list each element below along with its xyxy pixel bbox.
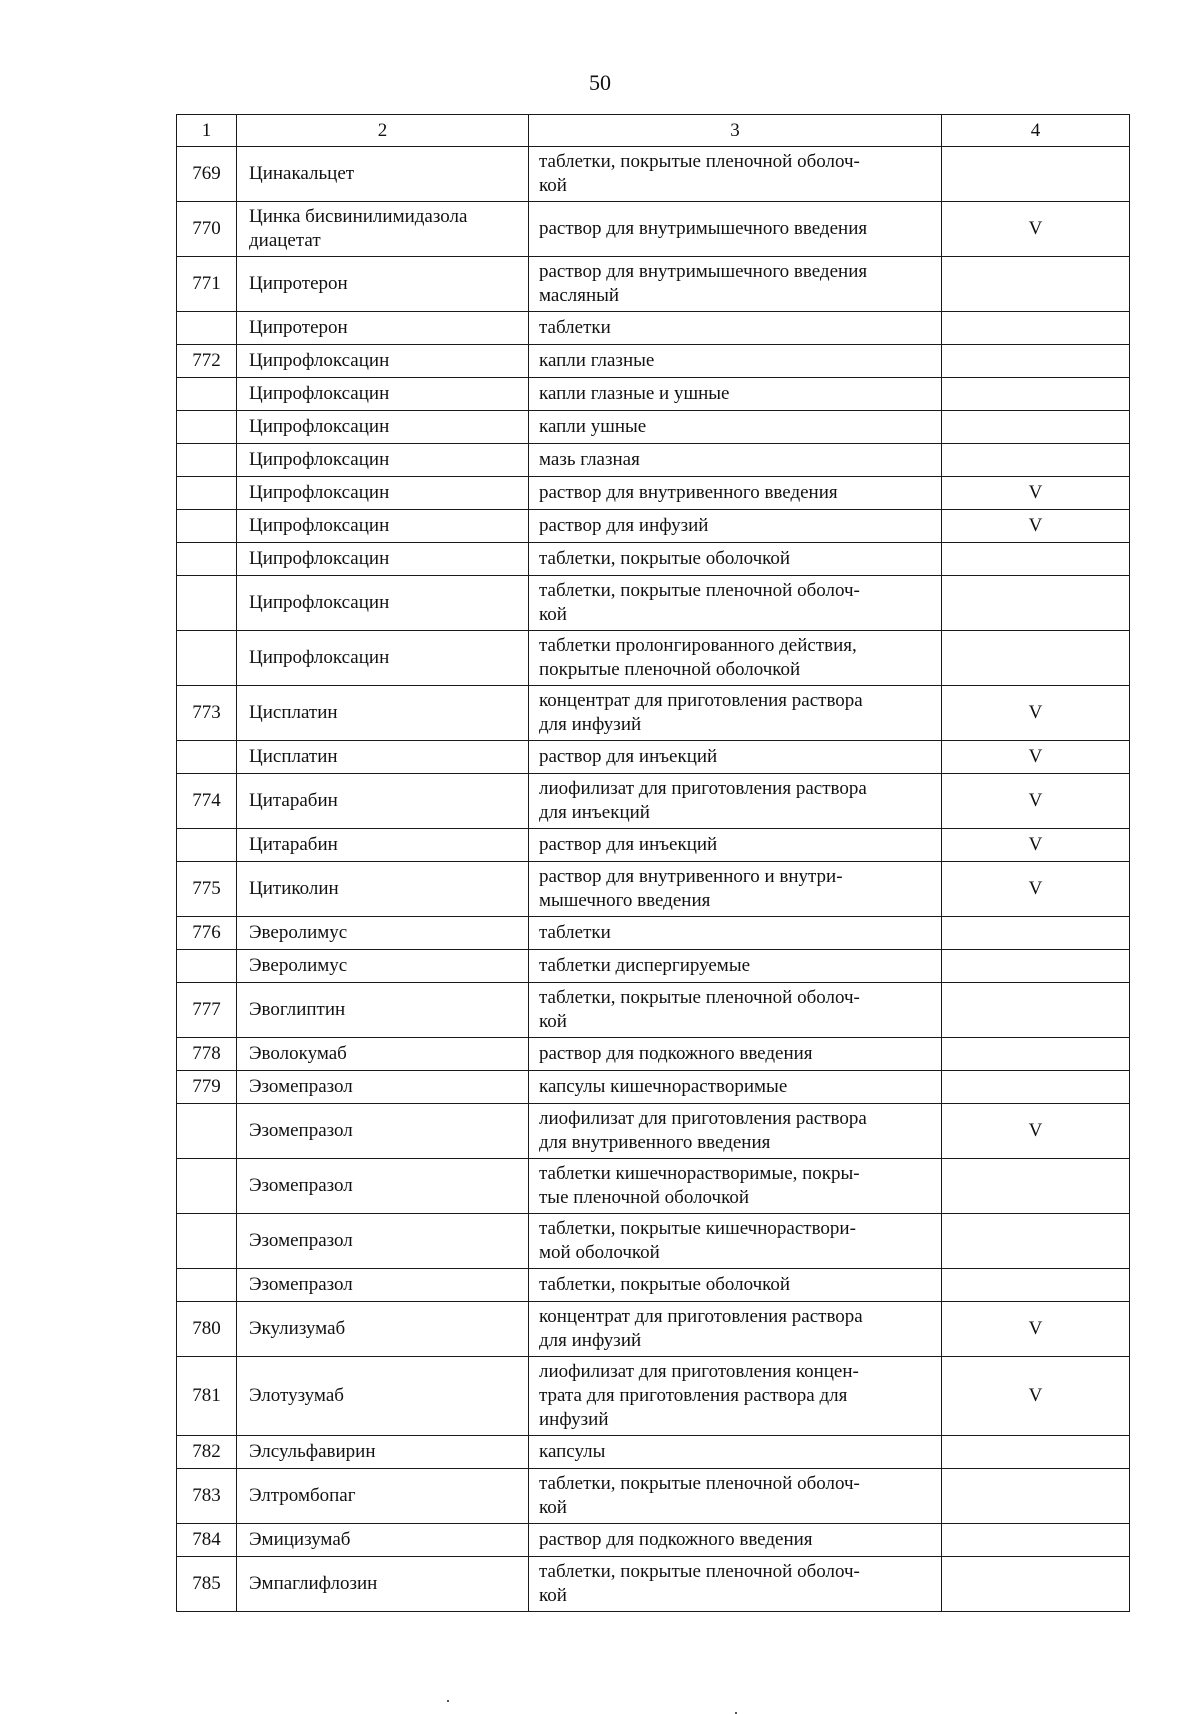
table-row [177, 1038, 1130, 1071]
drug-name-cell: Ципрофлоксацин [237, 543, 529, 576]
table-row [177, 378, 1130, 411]
dosage-form-cell: таблетки, покрытые кишечнораствори- мой оболочкой [529, 1214, 942, 1269]
row-number-cell [177, 631, 237, 686]
mark-cell [942, 917, 1130, 950]
row-number-cell [177, 510, 237, 543]
drug-name-cell: Эверолимус [237, 950, 529, 983]
dosage-form-cell: раствор для инъекций [529, 829, 942, 862]
dosage-form-cell: раствор для внутримышечного введения [529, 202, 942, 257]
mark-cell [942, 631, 1130, 686]
table-row [177, 1269, 1130, 1302]
header-col-1: 1 [177, 115, 237, 147]
mark-cell: V [942, 862, 1130, 917]
row-number-cell: 781 [177, 1357, 237, 1436]
dosage-form-cell: таблетки [529, 312, 942, 345]
mark-cell [942, 444, 1130, 477]
mark-cell [942, 1557, 1130, 1612]
drug-name-cell: Эволокумаб [237, 1038, 529, 1071]
drug-name-cell: Цисплатин [237, 741, 529, 774]
table-row [177, 312, 1130, 345]
mark-cell: V [942, 829, 1130, 862]
table-row [177, 917, 1130, 950]
drug-name-cell: Ципрофлоксацин [237, 576, 529, 631]
dosage-form-cell: концентрат для приготовления раствора для инфузий [529, 1302, 942, 1357]
table-row [177, 257, 1130, 312]
drug-name-cell: Ципрофлоксацин [237, 444, 529, 477]
row-number-cell: 770 [177, 202, 237, 257]
dosage-form-cell: капсулы кишечнорастворимые [529, 1071, 942, 1104]
table-row [177, 345, 1130, 378]
row-number-cell [177, 543, 237, 576]
table-row [177, 1469, 1130, 1524]
dosage-form-cell: раствор для внутривенного введения [529, 477, 942, 510]
table-row [177, 576, 1130, 631]
mark-cell: V [942, 202, 1130, 257]
mark-cell: V [942, 686, 1130, 741]
table-row [177, 202, 1130, 257]
table-row [177, 1557, 1130, 1612]
drug-name-cell: Эверолимус [237, 917, 529, 950]
dosage-form-cell: лиофилизат для приготовления раствора для внутривенного введения [529, 1104, 942, 1159]
row-number-cell [177, 1104, 237, 1159]
mark-cell [942, 345, 1130, 378]
table-row [177, 1302, 1130, 1357]
table-row [177, 1071, 1130, 1104]
dosage-form-cell: раствор для внутримышечного введения масляный [529, 257, 942, 312]
drug-name-cell: Ципротерон [237, 257, 529, 312]
dosage-form-cell: лиофилизат для приготовления концен- трата для приготовления раствора для инфузий [529, 1357, 942, 1436]
mark-cell [942, 147, 1130, 202]
mark-cell [942, 950, 1130, 983]
scan-speck [447, 1700, 449, 1702]
dosage-form-cell: таблетки, покрытые оболочкой [529, 543, 942, 576]
row-number-cell: 775 [177, 862, 237, 917]
dosage-form-cell: таблетки кишечнорастворимые, покры- тые пленочной оболочкой [529, 1159, 942, 1214]
dosage-form-cell: таблетки, покрытые пленочной оболоч- кой [529, 1557, 942, 1612]
row-number-cell: 778 [177, 1038, 237, 1071]
row-number-cell: 773 [177, 686, 237, 741]
table-row [177, 1214, 1130, 1269]
mark-cell [942, 1071, 1130, 1104]
table-row [177, 686, 1130, 741]
table-row [177, 829, 1130, 862]
row-number-cell: 776 [177, 917, 237, 950]
dosage-form-cell: таблетки, покрытые пленочной оболоч- кой [529, 576, 942, 631]
mark-cell [942, 411, 1130, 444]
row-number-cell [177, 411, 237, 444]
mark-cell: V [942, 510, 1130, 543]
header-col-4: 4 [942, 115, 1130, 147]
table-body [177, 147, 1130, 1612]
drug-name-cell: Цисплатин [237, 686, 529, 741]
page-number: 50 [589, 70, 611, 95]
table-row [177, 510, 1130, 543]
drug-name-cell: Ципрофлоксацин [237, 477, 529, 510]
dosage-form-cell: таблетки диспергируемые [529, 950, 942, 983]
row-number-cell: 774 [177, 774, 237, 829]
mark-cell: V [942, 1302, 1130, 1357]
table-header [177, 115, 1130, 147]
dosage-form-cell: раствор для подкожного введения [529, 1038, 942, 1071]
dosage-form-cell: раствор для инфузий [529, 510, 942, 543]
header-col-3: 3 [529, 115, 942, 147]
drug-name-cell: Элтромбопаг [237, 1469, 529, 1524]
mark-cell: V [942, 741, 1130, 774]
table-row [177, 1357, 1130, 1436]
dosage-form-cell: раствор для инъекций [529, 741, 942, 774]
table-row [177, 741, 1130, 774]
mark-cell [942, 1469, 1130, 1524]
drug-name-cell: Ципрофлоксацин [237, 378, 529, 411]
mark-cell [942, 378, 1130, 411]
row-number-cell: 769 [177, 147, 237, 202]
mark-cell: V [942, 774, 1130, 829]
row-number-cell: 783 [177, 1469, 237, 1524]
dosage-form-cell: таблетки, покрытые пленочной оболоч- кой [529, 983, 942, 1038]
mark-cell [942, 257, 1130, 312]
drug-name-cell: Эзомепразол [237, 1159, 529, 1214]
row-number-cell: 784 [177, 1524, 237, 1557]
table-row [177, 950, 1130, 983]
drug-name-cell: Эзомепразол [237, 1269, 529, 1302]
drug-name-cell: Цинакальцет [237, 147, 529, 202]
mark-cell: V [942, 1104, 1130, 1159]
dosage-form-cell: лиофилизат для приготовления раствора для инъекций [529, 774, 942, 829]
drug-name-cell: Эмпаглифлозин [237, 1557, 529, 1612]
table-row [177, 1436, 1130, 1469]
dosage-form-cell: капсулы [529, 1436, 942, 1469]
dosage-form-cell: концентрат для приготовления раствора для инфузий [529, 686, 942, 741]
mark-cell: V [942, 477, 1130, 510]
mark-cell [942, 1038, 1130, 1071]
drug-name-cell: Ципрофлоксацин [237, 631, 529, 686]
row-number-cell [177, 312, 237, 345]
row-number-cell [177, 477, 237, 510]
row-number-cell [177, 741, 237, 774]
table-row [177, 444, 1130, 477]
row-number-cell: 785 [177, 1557, 237, 1612]
dosage-form-cell: мазь глазная [529, 444, 942, 477]
row-number-cell: 779 [177, 1071, 237, 1104]
drug-name-cell: Цитарабин [237, 829, 529, 862]
mark-cell [942, 983, 1130, 1038]
row-number-cell: 780 [177, 1302, 237, 1357]
row-number-cell: 777 [177, 983, 237, 1038]
drug-name-cell: Ципрофлоксацин [237, 345, 529, 378]
row-number-cell [177, 1159, 237, 1214]
drug-name-cell: Цинка бисвинилимидазола диацетат [237, 202, 529, 257]
drug-name-cell: Эзомепразол [237, 1071, 529, 1104]
table-row [177, 147, 1130, 202]
dosage-form-cell: раствор для внутривенного и внутри- мышечного введения [529, 862, 942, 917]
dosage-form-cell: таблетки [529, 917, 942, 950]
drug-name-cell: Цитарабин [237, 774, 529, 829]
drug-name-cell: Элсульфавирин [237, 1436, 529, 1469]
drug-name-cell: Экулизумаб [237, 1302, 529, 1357]
dosage-form-cell: капли глазные [529, 345, 942, 378]
header-col-2: 2 [237, 115, 529, 147]
mark-cell [942, 576, 1130, 631]
mark-cell [942, 312, 1130, 345]
table-row [177, 983, 1130, 1038]
row-number-cell [177, 378, 237, 411]
row-number-cell [177, 829, 237, 862]
drug-name-cell: Эмицизумаб [237, 1524, 529, 1557]
mark-cell [942, 1214, 1130, 1269]
dosage-form-cell: таблетки пролонгированного действия, покрытые пленочной оболочкой [529, 631, 942, 686]
table-row [177, 862, 1130, 917]
drug-name-cell: Эзомепразол [237, 1214, 529, 1269]
row-number-cell: 782 [177, 1436, 237, 1469]
drug-name-cell: Ципрофлоксацин [237, 411, 529, 444]
dosage-form-cell: капли глазные и ушные [529, 378, 942, 411]
drug-name-cell: Ципрофлоксацин [237, 510, 529, 543]
drug-name-cell: Эзомепразол [237, 1104, 529, 1159]
row-number-cell: 772 [177, 345, 237, 378]
table-row [177, 1159, 1130, 1214]
row-number-cell [177, 1269, 237, 1302]
mark-cell [942, 543, 1130, 576]
mark-cell [942, 1159, 1130, 1214]
dosage-form-cell: таблетки, покрытые пленочной оболоч- кой [529, 1469, 942, 1524]
drug-list-table [176, 114, 1130, 1612]
header-row [177, 115, 1130, 147]
drug-name-cell: Эвоглиптин [237, 983, 529, 1038]
table-row [177, 543, 1130, 576]
drug-name-cell: Цитиколин [237, 862, 529, 917]
dosage-form-cell: раствор для подкожного введения [529, 1524, 942, 1557]
row-number-cell [177, 1214, 237, 1269]
row-number-cell [177, 576, 237, 631]
table-row [177, 774, 1130, 829]
dosage-form-cell: таблетки, покрытые оболочкой [529, 1269, 942, 1302]
table-row [177, 1524, 1130, 1557]
mark-cell [942, 1524, 1130, 1557]
dosage-form-cell: капли ушные [529, 411, 942, 444]
drug-name-cell: Ципротерон [237, 312, 529, 345]
mark-cell [942, 1269, 1130, 1302]
drug-name-cell: Элотузумаб [237, 1357, 529, 1436]
table-row [177, 477, 1130, 510]
table-row [177, 1104, 1130, 1159]
mark-cell [942, 1436, 1130, 1469]
row-number-cell [177, 444, 237, 477]
dosage-form-cell: таблетки, покрытые пленочной оболоч- кой [529, 147, 942, 202]
row-number-cell: 771 [177, 257, 237, 312]
table-row [177, 411, 1130, 444]
row-number-cell [177, 950, 237, 983]
table-row [177, 631, 1130, 686]
mark-cell: V [942, 1357, 1130, 1436]
